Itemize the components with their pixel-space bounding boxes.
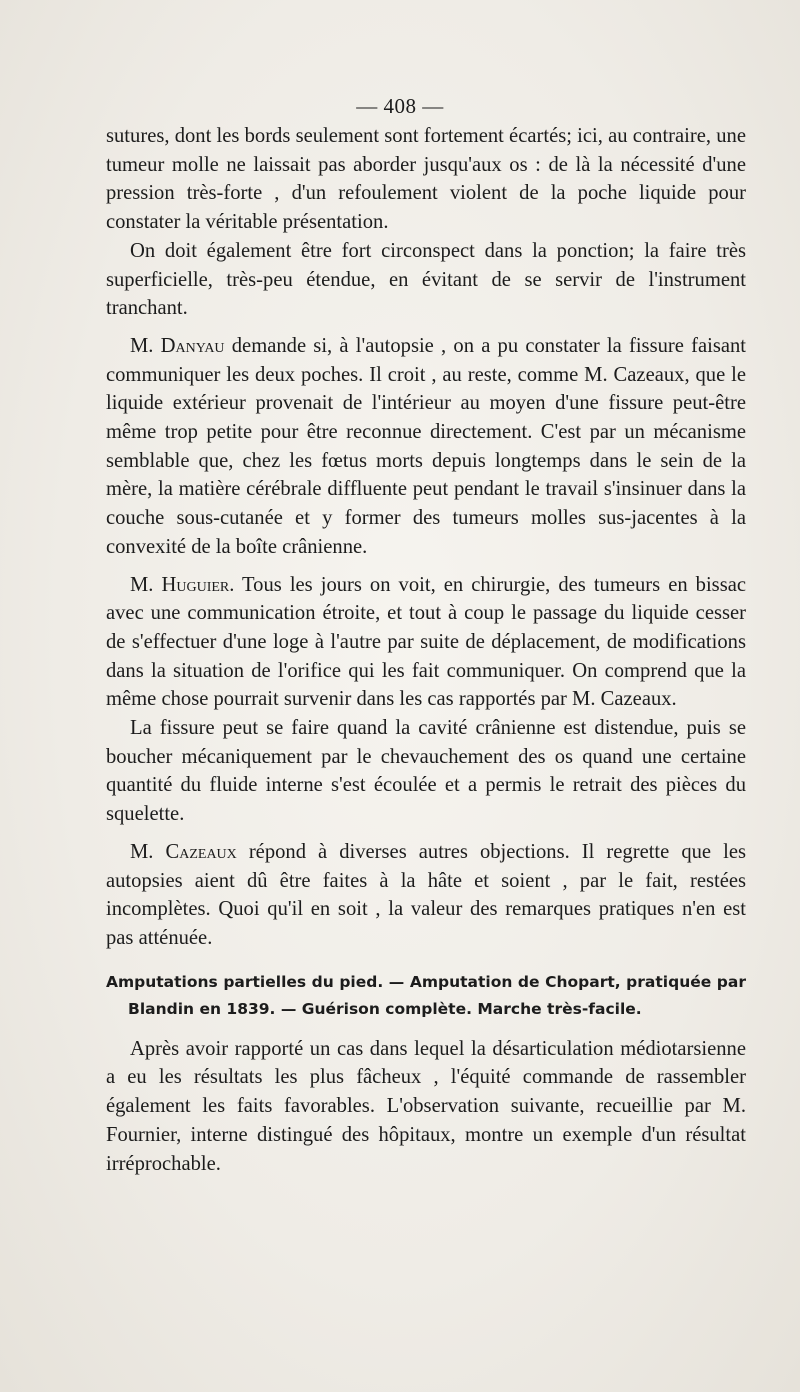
paragraph-danyau [106,332,746,562]
page-body [106,122,746,1178]
speaker-name: M. Huguier. [130,573,235,596]
speaker-name: M. Danyau [130,334,225,357]
paragraph-observation: Après avoir rapporté un cas dans lequel la désarticulation médiotarsienne a eu les résultats les plus fâcheux , l'équité commande de rassembler également les faits favorables. L'observation suivante, recueillie par M. Fournier, interne distingué des hôpitaux, montre un exemple d'un résultat irréprochable. [106,1037,746,1175]
paragraph-ponction: On doit également être fort circonspect dans la ponction; la faire très superficielle, très-peu étendue, en évitant de se servir de l'instrument tranchant. [106,239,746,320]
paragraph-text: demande si, à l'autopsie , on a pu constater la fissure faisant communiquer les deux poches. Il croit , au reste, comme M. Cazeaux, que le liquide extérieur provenait de l'intérieur au moyen d'une fissure peut-être même trop petite pour être reconnue directement. C'est par un mécanisme semblable que, chez les fœtus morts depuis longtemps dans le sein de la mère, la matière cérébrale diffluente peut pendant le travail s'insinuer dans la couche sous-cutanée et y former des tumeurs molles sus-jacentes à la convexité de la boîte crânienne. [106,334,746,558]
page-number: — 408 — [356,94,444,118]
paragraph-continuation: sutures, dont les bords seulement sont fortement écartés; ici, au contraire, une tumeur molle ne laissait pas aborder jusqu'aux os : de là la nécessité d'une pression très-forte , d'un refoulement violent de la poche liquide pour constater la véritable présentation. [106,125,746,234]
section-heading-text: Amputations partielles du pied. — Amputation de Chopart, pratiquée par Blandin en 1839. — Guérison complète. Marche très-facile. [106,972,746,1018]
paragraph-fissure: La fissure peut se faire quand la cavité crânienne est distendue, puis se boucher mécaniquement par le chevauchement des os quand une certaine quantité du fluide interne s'est écoulée et a permis le retrait des pièces du squelette. [106,717,746,826]
paragraph-text: répond à diverses autres objections. Il regrette que les autopsies aient dû être faites à la hâte et soient , par le fait, restées incomplètes. Quoi qu'il en soit , la valeur des remarques pratiques n'en est pas atténuée. [106,840,746,949]
paragraph-huguier [106,571,746,715]
section-heading [106,969,746,1023]
paragraph-cazeaux [106,838,746,953]
speaker-name: M. Cazeaux [130,840,237,863]
paragraph-text: Tous les jours on voit, en chirurgie, des tumeurs en bissac avec une communication étroite, et tout à coup le passage du liquide cesser de s'effectuer d'une loge à l'autre par suite de déplacement, de modifications dans la situation de l'orifice qui les fait communiquer. On comprend que la même chose pourrait survenir dans les cas rapportés par M. Cazeaux. [106,573,746,711]
